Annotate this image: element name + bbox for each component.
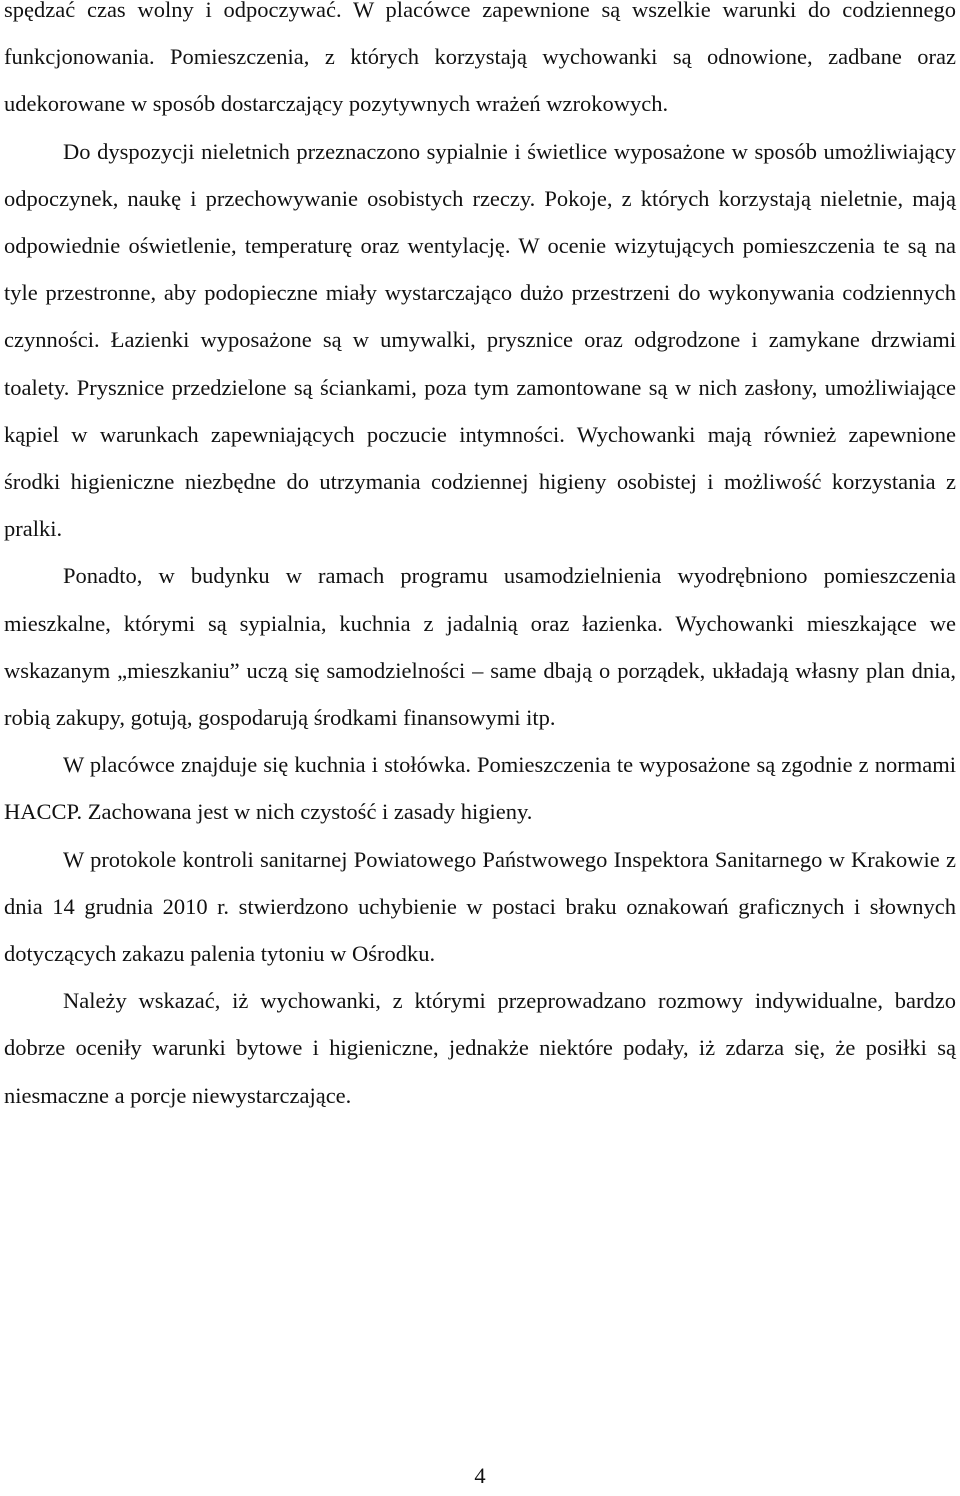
- paragraph-kitchen: W placówce znajduje się kuchnia i stołówka. Pomieszczenia te wyposażone są zgodnie z normami HACCP. Zachowana jest w nich czystość i zasady higieny.: [4, 752, 956, 825]
- paragraph-continuation: spędzać czas wolny i odpoczywać. W placówce zapewnione są wszelkie warunki do codziennego funkcjonowania. Pomieszczenia, z których korzystają wychowanki są odnowione, zadbane oraz udekorowane w sposób dostarczający pozytywnych wrażeń wzrokowych.: [4, 0, 956, 117]
- paragraph-independence-program: Ponadto, w budynku w ramach programu usamodzielnienia wyodrębniono pomieszczenia mieszkalne, którymi są sypialnia, kuchnia z jadalnią oraz łazienka. Wychowanki mieszkające we wskazanym „mieszkaniu” uczą się samodzielności – same dbają o porządek, układają własny plan dnia, robią zakupy, gotują, gospodarują środkami finansowymi itp.: [4, 563, 956, 731]
- document-page: [4, 0, 956, 1119]
- paragraph-interviews: Należy wskazać, iż wychowanki, z którymi przeprowadzano rozmowy indywidualne, bardzo dobrze oceniły warunki bytowe i higieniczne, jednakże niektóre podały, iż zdarza się, że posiłki są niesmaczne a porcje niewystarczające.: [4, 988, 956, 1108]
- paragraph-sanitary-inspection: W protokole kontroli sanitarnej Powiatowego Państwowego Inspektora Sanitarnego w Krakowie z dnia 14 grudnia 2010 r. stwierdzono uchybienie w postaci braku oznakowań graficznych i słownych dotyczących zakazu palenia tytoniu w Ośrodku.: [4, 846, 956, 967]
- paragraph-rooms: Do dyspozycji nieletnich przeznaczono sypialnie i świetlice wyposażone w sposób umożliwiający odpoczynek, naukę i przechowywanie osobistych rzeczy. Pokoje, z których korzystają nieletnie, mają odpowiednie oświetlenie, temperaturę oraz wentylację. W ocenie wizytujących pomieszczenia te są na tyle przestronne, aby podopieczne miały wystarczająco dużo przestrzeni do wykonywania codziennych czynności. Łazienki wyposażone są w umywalki, prysznice oraz odgrodzone i zamykane drzwiami toalety. Prysznice przedzielone są ściankami, poza tym zamontowane są w nich zasłony, umożliwiające kąpiel w warunkach zapewniających poczucie intymności. Wychowanki mają również zapewnione środki higieniczne niezbędne do utrzymania codziennej higieny osobistej i możliwość korzystania z pralki.: [4, 138, 956, 542]
- page-number: 4: [474, 1463, 486, 1488]
